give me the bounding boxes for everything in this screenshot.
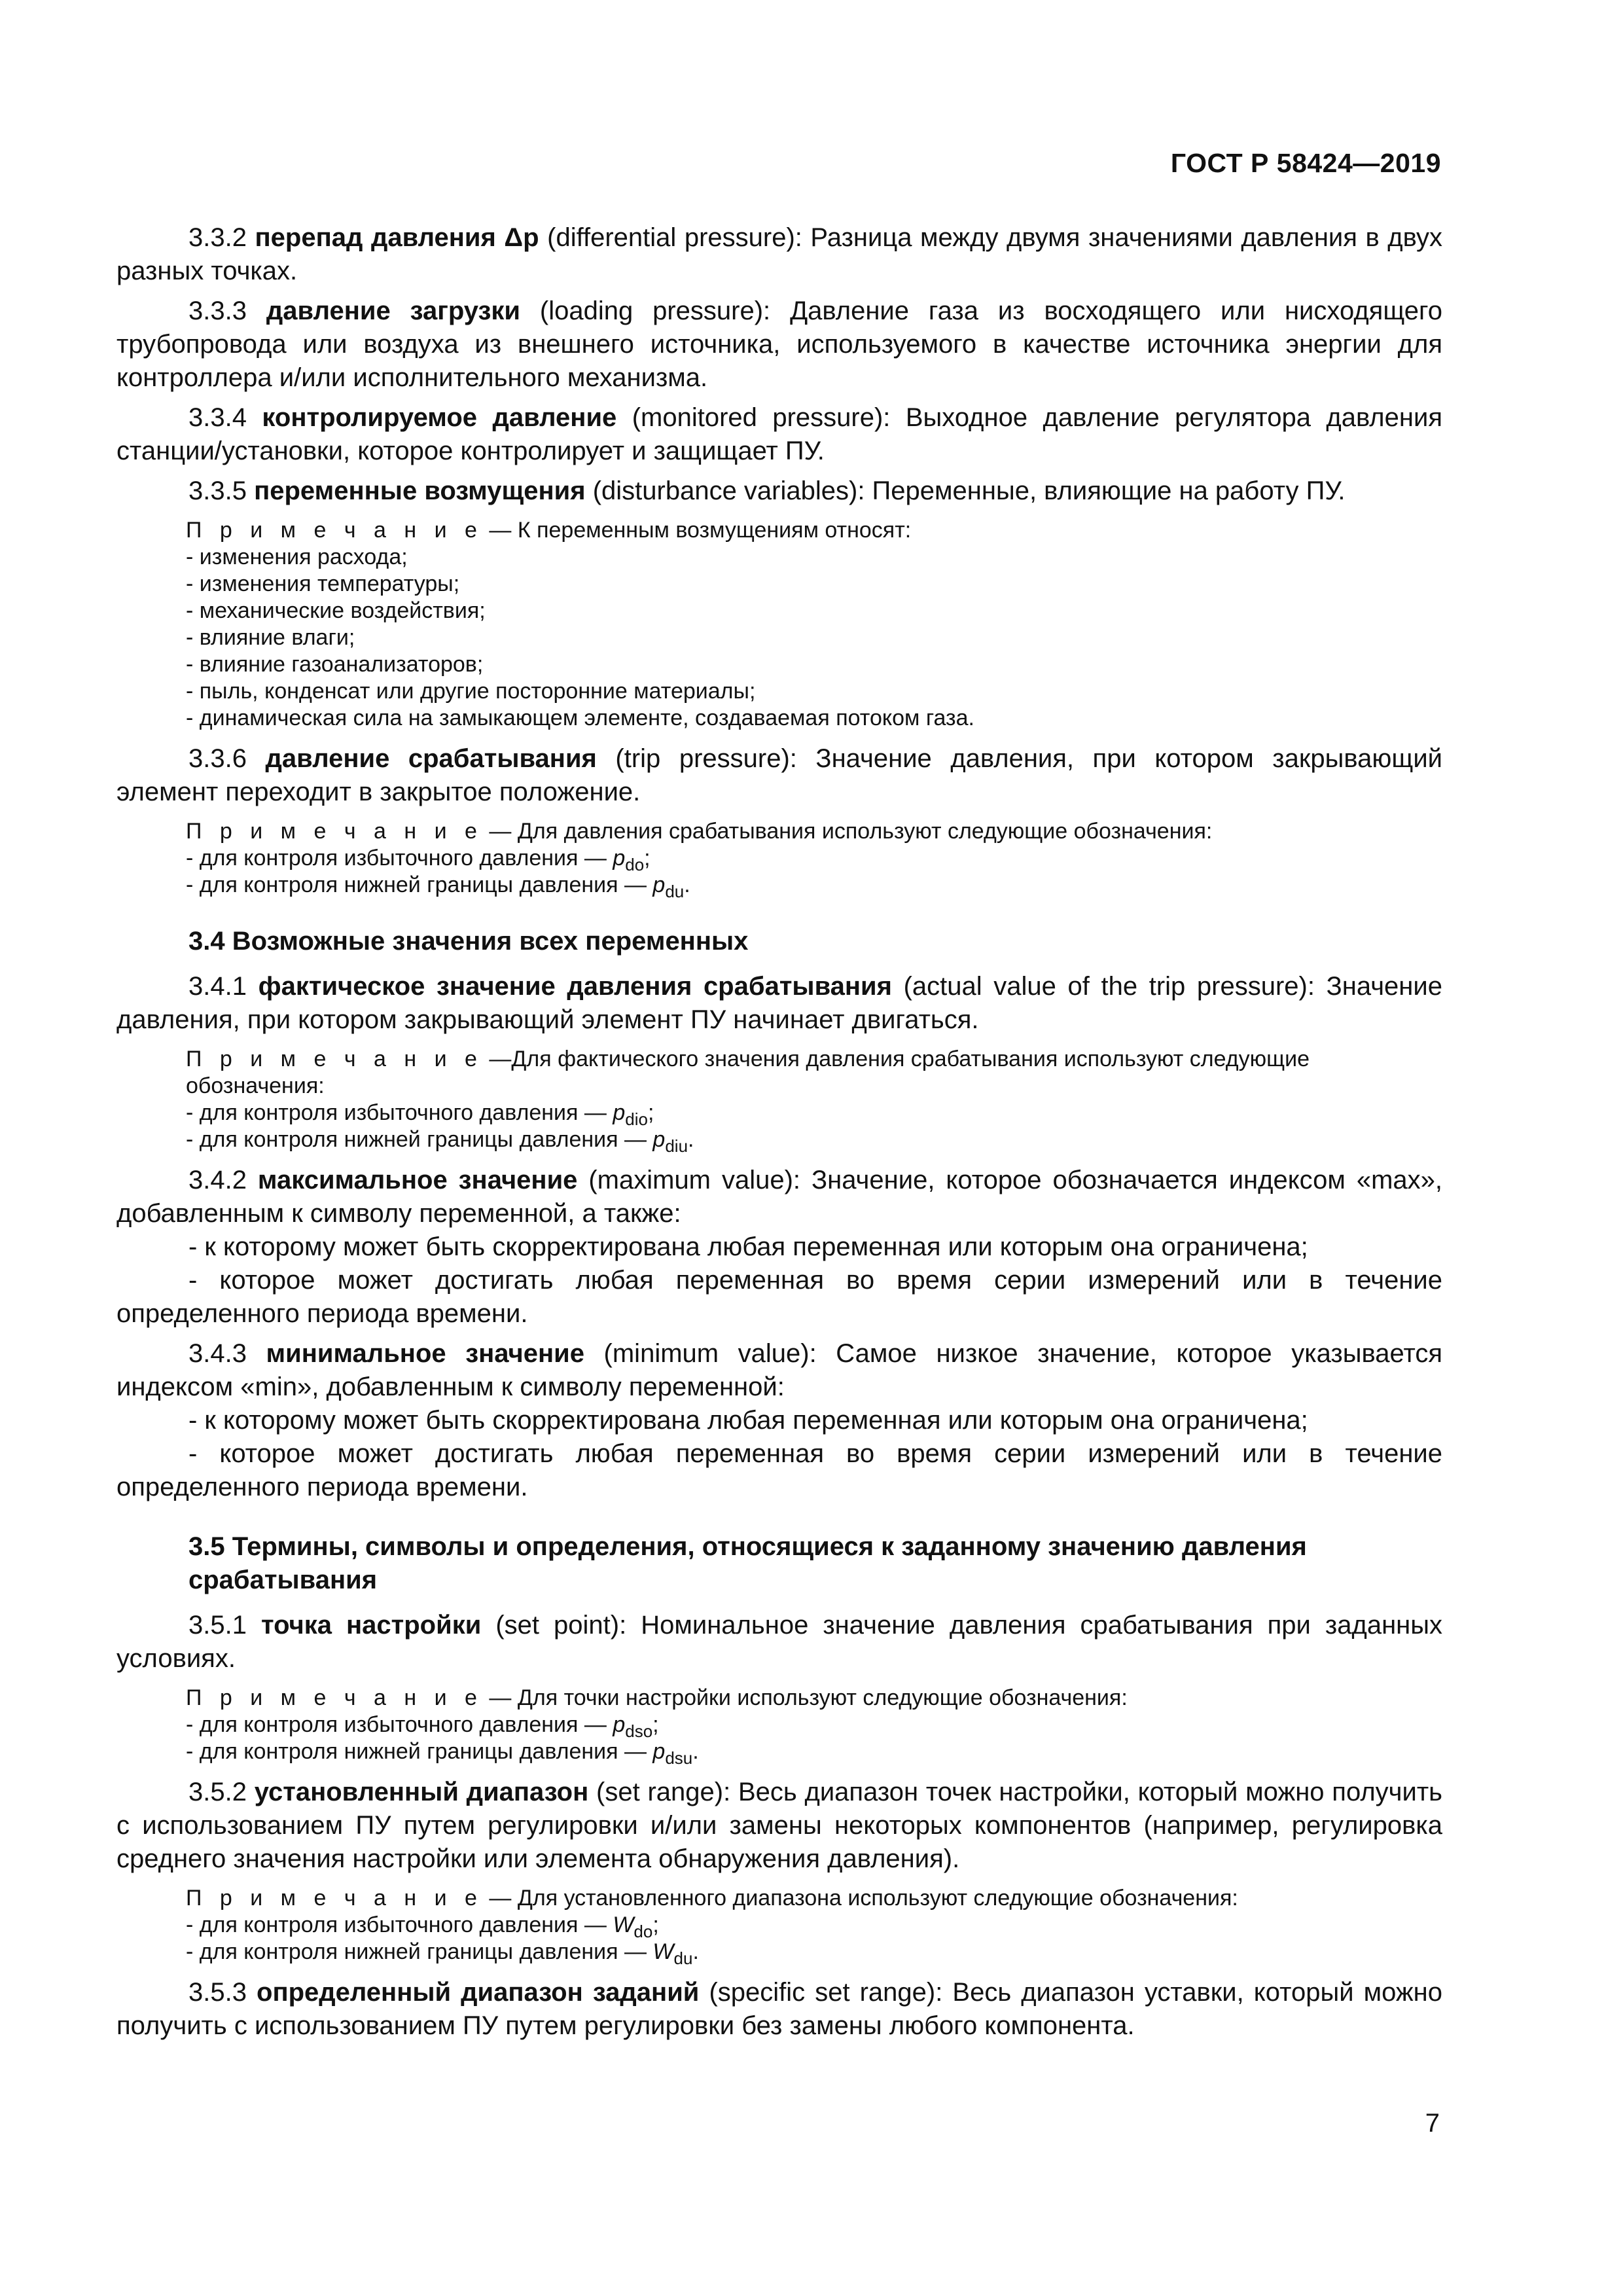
clause-3-3-3: 3.3.3 давление загрузки (loading pressure): Давление газа из восходящего или нисходящего трубопровода или воздуха из внешнего источника, используемого в качестве источника энергии для контроллера и/или исполнительного механизма. [116,296,1442,392]
term: перепад давления Δр [255,223,539,252]
term: максимальное значение [257,1166,578,1194]
clause-3-5-3: 3.5.3 определенный диапазон заданий (specific set range): Весь диапазон уставки, который можно получить с использованием ПУ путем регулировки без замены любого компонента. [116,1978,1442,2040]
note-item: - динамическая сила на замыкающем элементе, создаваемая потоком газа. [186,706,974,730]
term: установленный диапазон [254,1778,589,1806]
page-content [116,221,1442,2043]
clause-3-5-1: 3.5.1 точка настройки (set point): Номинальное значение давления срабатывания при заданных условиях. [116,1611,1442,1673]
clause-3-3-6: 3.3.6 давление срабатывания (trip pressure): Значение давления, при котором закрывающий элемент переходит в закрытое положение. [116,744,1443,806]
note-3-3-6: П р и м е ч а н и е — Для давления срабатывания используют следующие обозначения: - для контроля избыточного давления — $p_{do}$; - для контроля нижней границы давления — $p_{du}$. [116,818,1442,899]
clause-3-4-1: 3.4.1 фактическое значение давления срабатывания (actual value of the trip pressure): Значение давления, при котором закрывающий элемент ПУ начинает двигаться. [116,972,1442,1034]
page-number: 7 [1425,2109,1440,2138]
term: фактическое значение давления срабатывания [258,972,892,1001]
list-item: - которое может достигать любая переменная во время серии измерений или в течение определенного периода времени. [116,1439,1442,1501]
clause-3-3-5: 3.3.5 переменные возмущения (disturbance variables): Переменные, влияющие на работу ПУ. [188,476,1346,505]
clause-3-3-4: 3.3.4 контролируемое давление (monitored pressure): Выходное давление регулятора давления станции/установки, которое контролирует и защищает ПУ. [116,403,1442,465]
note-item: - механические воздействия; [186,598,486,623]
clause-3-3-2: 3.3.2 перепад давления Δр (differential pressure): Разница между двумя значениями давления в двух разных точках. [116,223,1442,285]
note-item: - пыль, конденсат или другие посторонние материалы; [186,679,756,704]
term: определенный диапазон заданий [257,1978,700,2007]
note-item: - для контроля избыточного давления — $p_{dso}$; [186,1712,659,1741]
note-item: - для контроля нижней границы давления — $p_{dsu}$. [186,1739,699,1768]
note-item: - для контроля избыточного давления — $W_{do}$; [186,1912,659,1941]
section-3-4-title: 3.4 Возможные значения всех переменных [188,927,749,956]
clause-3-5-2: 3.5.2 установленный диапазон (set range): Весь диапазон точек настройки, который можно получить с использованием ПУ путем регулировки и/или замены некоторых компонентов (например, регулировка среднего значения настройки или элемента обнаружения давления). [116,1778,1442,1873]
list-item: - к которому может быть скорректирована любая переменная или которым она ограничена; [188,1406,1308,1435]
note-item: - для контроля нижней границы давления — $p_{du}$. [186,872,690,901]
term: контролируемое давление [262,403,617,432]
note-item: - изменения расхода; [186,545,408,569]
section-3-5-title: 3.5 Термины, символы и определения, относящиеся к заданному значению давления срабатывания [188,1532,1307,1594]
clause-3-4-2: 3.4.2 максимальное значение (maximum value): Значение, которое обозначается индексом «max», добавленным к символу переменной, а также: [116,1166,1442,1228]
note-item: - для контроля избыточного давления — $p_{dio}$; [186,1100,654,1129]
term: давление срабатывания [265,744,597,773]
note-3-3-5: П р и м е ч а н и е — К переменным возмущениям относят: - изменения расхода; - изменения температуры; - механические воздействия; - влияние влаги; - влияние газоанализаторов; - пыль, конденсат или другие посторонние материалы; - динамическая сила на замыкающем элементе, создаваемая потоком газа. [116,517,1442,732]
term: переменные возмущения [254,476,586,505]
note-3-5-2: П р и м е ч а н и е — Для установленного диапазона используют следующие обозначения: - для контроля избыточного давления — $W_{do}$; - для контроля нижней границы давления — $W_{du}$. [116,1885,1442,1965]
list-item: - к которому может быть скорректирована любая переменная или которым она ограничена; [188,1232,1308,1261]
note-item: - для контроля избыточного давления — $p_{do}$; [186,846,651,874]
note-3-5-1: П р и м е ч а н и е — Для точки настройки используют следующие обозначения: - для контроля избыточного давления — $p_{dso}$; - для контроля нижней границы давления — $p_{dsu}$. [116,1685,1442,1765]
term: точка настройки [261,1611,482,1640]
document-code: ГОСТ Р 58424—2019 [1170,148,1441,178]
term: минимальное значение [266,1339,584,1368]
note-item: - влияние влаги; [186,625,355,650]
note-item: - изменения температуры; [186,571,460,596]
note-3-4-1: П р и м е ч а н и е —Для фактического значения давления срабатывания используют следующие обозначения: - для контроля избыточного давления — $p_{dio}$; - для контроля нижней границы давления — $p_{diu}$. [116,1046,1442,1153]
term: давление загрузки [266,296,520,325]
note-item: - для контроля нижней границы давления — $W_{du}$. [186,1939,699,1968]
note-item: - для контроля нижней границы давления — $p_{diu}$. [186,1127,694,1156]
clause-3-4-3: 3.4.3 минимальное значение (minimum value): Самое низкое значение, которое указывается индексом «min», добавленным к символу переменной: [116,1339,1442,1401]
note-item: - влияние газоанализаторов; [186,652,484,677]
list-item: - которое может достигать любая переменная во время серии измерений или в течение определенного периода времени. [116,1266,1442,1328]
